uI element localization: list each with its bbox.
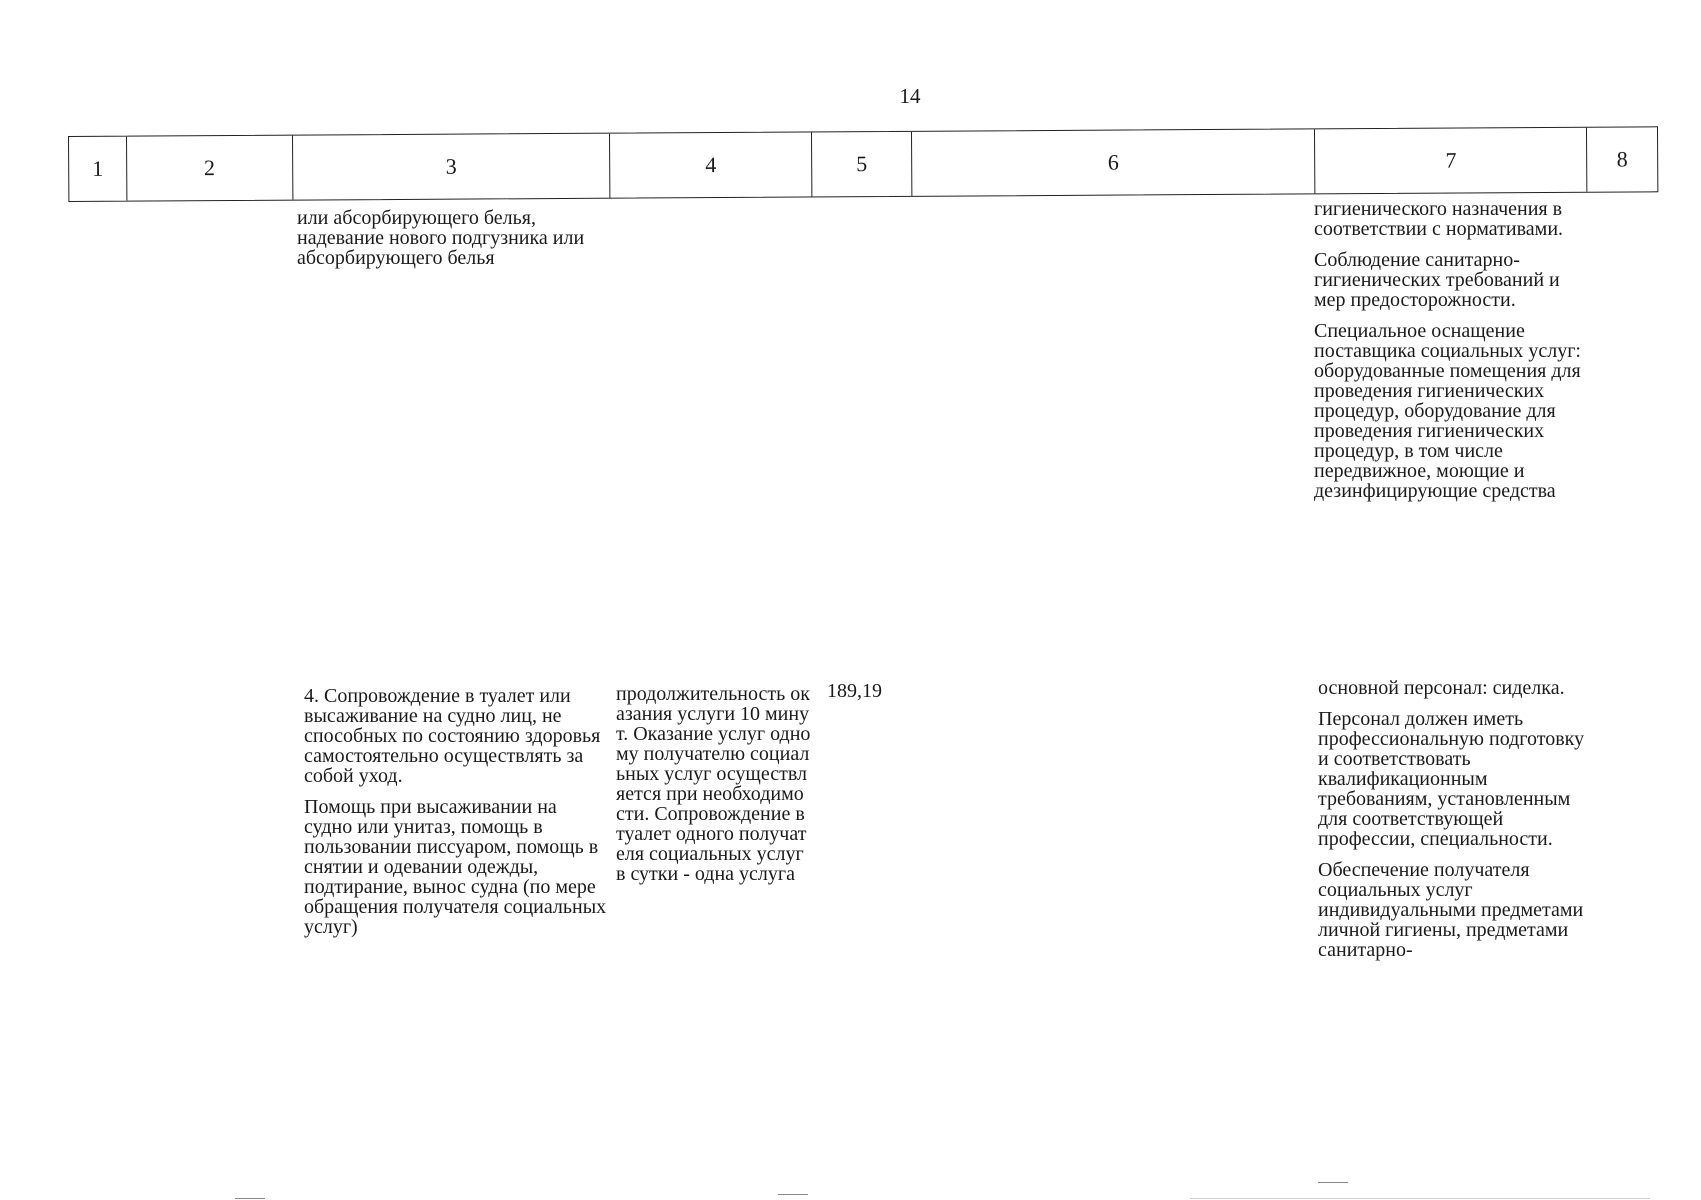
- service-4-description-paragraph: 4. Сопровождение в туалет или высаживание на судно лиц, не способных по состоянию здоровья самостоятельно осуществлять за собой уход.: [304, 685, 601, 787]
- col7-paragraph: гигиенического назначения в соответствии с нормативами.: [1314, 198, 1564, 240]
- page-number: 14: [899, 84, 921, 108]
- service-4-description: [304, 686, 610, 948]
- col3-continuation-text: или абсорбирующего белья, надевание нового подгузника или абсорбирующего белья: [297, 207, 585, 269]
- header-cell-2: 2: [127, 136, 293, 201]
- header-cell-4: 4: [610, 132, 812, 197]
- table-header-row: [68, 126, 1658, 202]
- service-4-terms-text: продолжительность оказания услуги 10 минут. Оказание услуг одному получателю социальных услуг осуществляется при необходимости. Сопровождение в туалет одного получателя социальных услуг в сутки - одна услуга: [616, 683, 811, 885]
- header-cell-6: 6: [912, 129, 1316, 195]
- header-cell-1: 1: [69, 137, 127, 201]
- scan-mark: [1190, 1198, 1650, 1199]
- header-cell-8: 8: [1616, 146, 1628, 172]
- header-cell-3: 3: [293, 134, 611, 200]
- col3-continuation: [297, 208, 597, 279]
- header-cell-7: 7: [1315, 128, 1587, 194]
- service-4-price: [827, 681, 917, 712]
- service-4-terms: [616, 684, 812, 895]
- service-4-conditions-paragraph: основной персонал: сиделка.: [1318, 677, 1565, 699]
- header-cell-5: 5: [812, 132, 912, 197]
- col7-paragraph: Специальное оснащение поставщика социальных услуг: оборудованные помещения для проведения гигиенических процедур, оборудование для проведения гигиенических процедур, в том числе передвижное, моющие и дезинфицирующие средства: [1314, 320, 1581, 502]
- service-4-conditions: [1318, 678, 1590, 971]
- scan-mark: [235, 1198, 265, 1199]
- scan-mark: [1318, 1182, 1348, 1183]
- service-4-conditions-paragraph: Персонал должен иметь профессиональную подготовку и соответствовать квалификационным требованиям, установленным для соответствующей профессии, специальности.: [1318, 708, 1585, 850]
- col7-paragraph: Соблюдение санитарно-гигиенических требований и мер предосторожности.: [1314, 249, 1560, 311]
- service-4-conditions-paragraph: Обеспечение получателя социальных услуг индивидуальными предметами личной гигиены, предметами санитарно-: [1318, 859, 1584, 961]
- scan-mark: [778, 1194, 808, 1195]
- service-4-price-value: 189,19: [827, 680, 882, 702]
- col7-continuation: [1314, 199, 1584, 512]
- service-4-description-paragraph: Помощь при высаживании на судно или унитаз, помощь в пользовании писсуаром, помощь в снятии и одевании одежды, подтирание, вынос судна (по мере обращения получателя социальных услуг): [304, 796, 607, 938]
